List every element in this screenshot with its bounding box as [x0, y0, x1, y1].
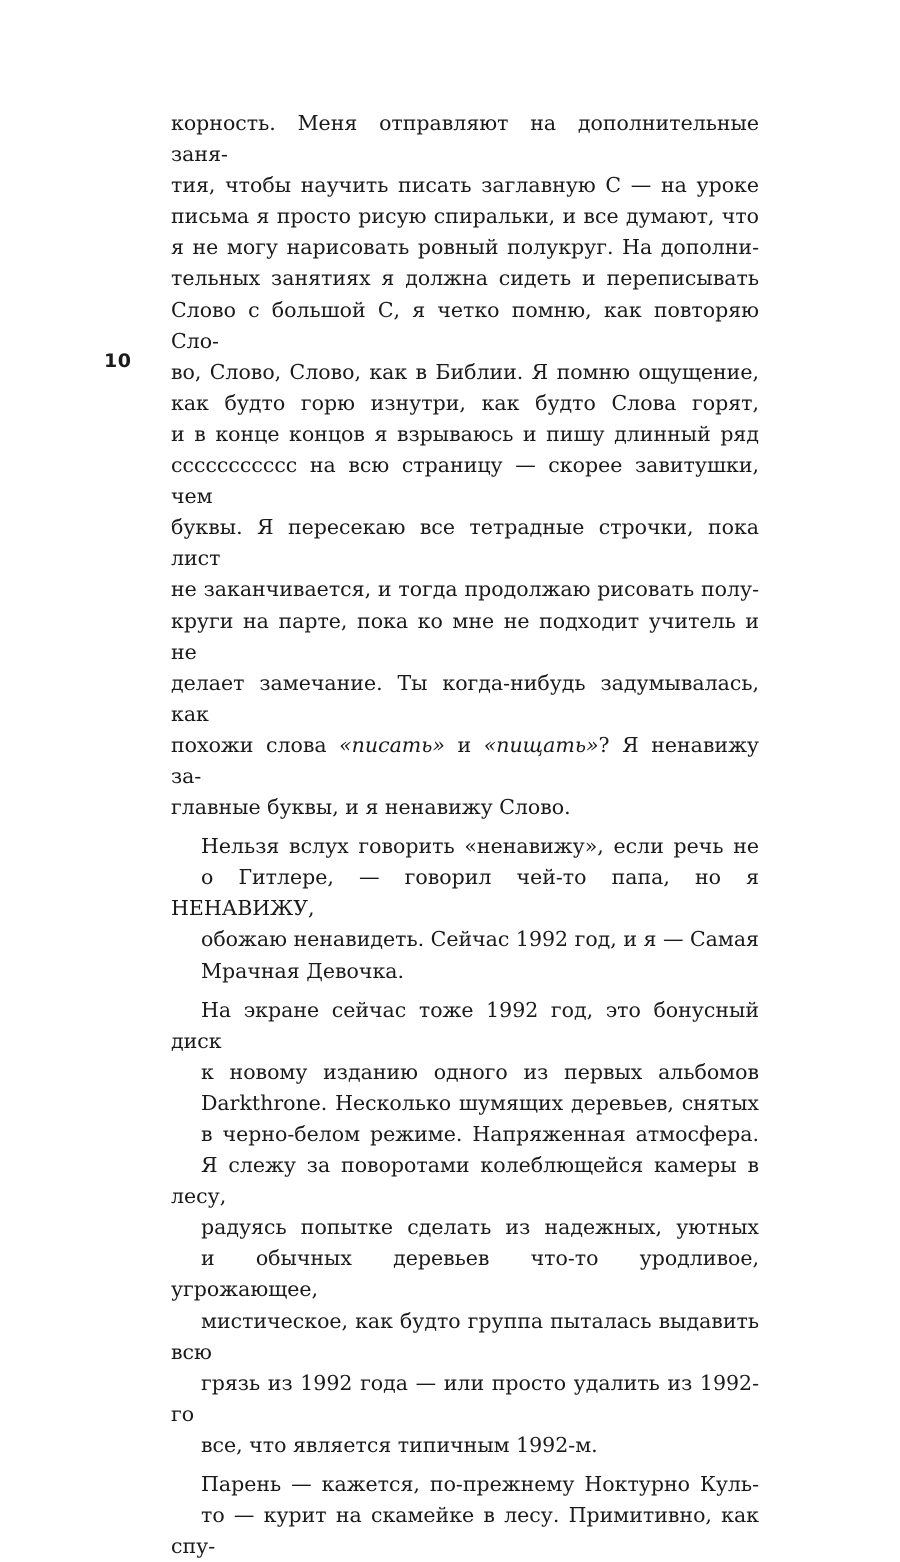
text-segment: тельных занятиях я должна сидеть и переписывать [171, 266, 759, 291]
text-line [171, 1119, 759, 1150]
text-segment: Мрачная Девочка. [201, 958, 405, 983]
paragraph [171, 831, 759, 986]
text-line [171, 730, 759, 792]
text-segment: главные буквы, и я ненавижу Слово. [171, 795, 571, 820]
text-line [171, 606, 759, 668]
text-line [171, 1057, 759, 1088]
text-segment: Слово с большой С, я четко помню, как повторяю Сло- [171, 297, 759, 353]
paragraph [171, 1469, 759, 1562]
text-segment: я не могу нарисовать ровный полукруг. На дополни- [171, 235, 759, 260]
text-segment: все, что является типичным 1992-м. [201, 1432, 598, 1457]
text-segment: корность. Меня отправляют на дополнительные заня- [171, 111, 759, 167]
text-segment: ? Я ненавижу за- [171, 732, 759, 788]
page-number: 10 [104, 350, 132, 372]
text-line [171, 1500, 759, 1562]
text-segment: радуясь попытке сделать из надежных, уютных [201, 1215, 759, 1240]
text-line [171, 1243, 759, 1305]
text-line [171, 512, 759, 574]
text-segment: и [444, 732, 484, 757]
text-line [171, 792, 759, 823]
text-segment: то — курит на скамейке в лесу. Примитивно, как спу- [171, 1503, 759, 1559]
text-segment: Darkthrone. Несколько шумящих деревьев, снятых [201, 1090, 759, 1115]
text-segment: как будто горю изнутри, как будто Слова горят, [171, 390, 759, 415]
text-line [171, 1088, 759, 1119]
text-line [171, 170, 759, 201]
text-segment: о Гитлере, — говорил чей-то папа, но я НЕНАВИЖУ, [171, 865, 759, 921]
text-line [171, 1212, 759, 1243]
text-line [171, 1306, 759, 1368]
text-segment: ссссссссссс на всю страницу — скорее завитушки, чем [171, 453, 759, 509]
text-segment: в черно-белом режиме. Напряженная атмосфера. [201, 1122, 759, 1146]
text-segment: Нельзя вслух говорить «ненавижу», если речь не [201, 834, 759, 859]
text-line [171, 450, 759, 512]
italic-word: «пищать» [483, 732, 599, 757]
text-segment: тия, чтобы научить писать заглавную С — на уроке [171, 173, 759, 198]
text-line [171, 1430, 759, 1461]
text-segment: Парень — кажется, по-прежнему Ноктурно Куль- [201, 1472, 759, 1497]
text-segment: мистическое, как будто группа пыталась выдавить всю [171, 1308, 759, 1364]
text-line [171, 232, 759, 263]
text-line [171, 956, 759, 987]
text-segment: буквы. Я пересекаю все тетрадные строчки, пока лист [171, 515, 759, 571]
text-line [171, 357, 759, 388]
text-line [171, 201, 759, 232]
text-line [171, 1150, 759, 1212]
text-segment: и в конце концов я взрываюсь и пишу длинный ряд [171, 421, 759, 446]
paragraph [171, 108, 759, 823]
text-line [171, 574, 759, 605]
text-line [171, 1469, 759, 1500]
text-segment: делает замечание. Ты когда-нибудь задумывалась, как [171, 670, 759, 726]
text-line [171, 419, 759, 450]
text-segment: не заканчивается, и тогда продолжаю рисовать полу- [171, 577, 759, 602]
text-line [171, 831, 759, 862]
text-line [171, 862, 759, 924]
text-line [171, 924, 759, 955]
text-line [171, 108, 759, 170]
text-segment: Я слежу за поворотами колеблющейся камеры в лесу, [171, 1153, 759, 1209]
text-line [171, 388, 759, 419]
text-line [171, 668, 759, 730]
text-line [171, 1368, 759, 1430]
text-segment: похожи слова [171, 732, 340, 757]
body-text [171, 108, 759, 1562]
text-segment: На экране сейчас тоже 1992 год, это бонусный диск [171, 997, 759, 1053]
text-line [171, 295, 759, 357]
text-segment: во, Слово, Слово, как в Библии. Я помню ощущение, [171, 359, 759, 384]
text-segment: к новому изданию одного из первых альбомов [201, 1059, 759, 1084]
text-segment: грязь из 1992 года — или просто удалить из 1992-го [171, 1370, 759, 1426]
paragraph [171, 995, 759, 1461]
text-segment: письма я просто рисую спиральки, и все думают, что [171, 204, 759, 229]
text-segment: и обычных деревьев что-то уродливое, угрожающее, [171, 1246, 759, 1302]
text-segment: обожаю ненавидеть. Сейчас 1992 год, и я — Самая [201, 927, 759, 952]
text-segment: круги на парте, пока ко мне не подходит учитель и не [171, 608, 759, 664]
italic-word: «писать» [339, 732, 445, 757]
text-line [171, 263, 759, 294]
text-line [171, 995, 759, 1057]
